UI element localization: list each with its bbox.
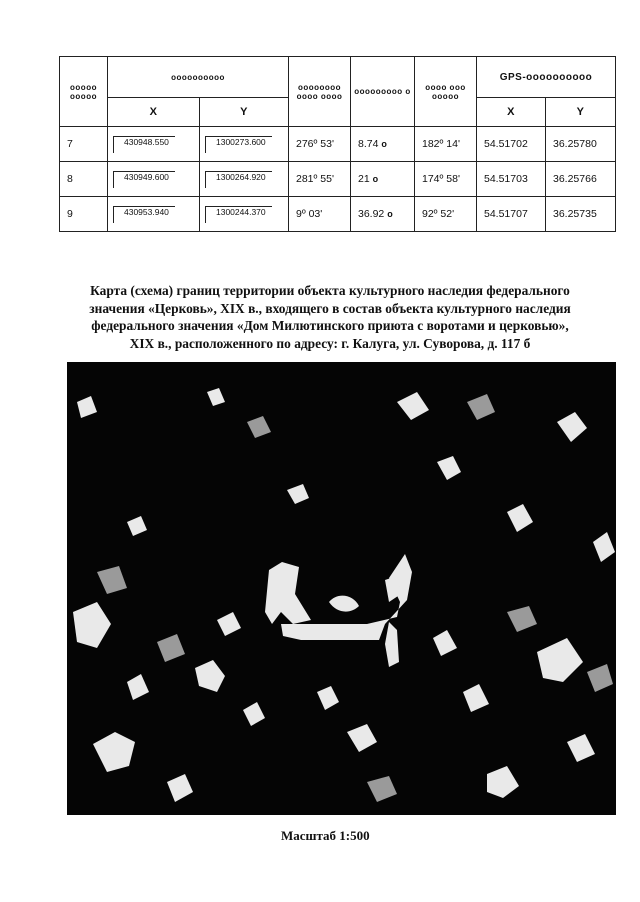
cell-y-value: 1300264.920 xyxy=(205,171,272,188)
cell-azimuth: 92º 52' xyxy=(415,197,477,232)
cell-gps-x: 54.51707 xyxy=(477,197,546,232)
cell-x-value: 430953.940 xyxy=(113,206,175,223)
cell-azimuth: 182º 14' xyxy=(415,127,477,162)
cell-x xyxy=(108,197,200,232)
table-row xyxy=(60,127,616,162)
cell-x-value: 430949.600 xyxy=(113,171,175,188)
title-line: Карта (схема) границ территории объекта культурного наследия федерального xyxy=(90,283,570,298)
cell-gps-y: 36.25780 xyxy=(546,127,616,162)
table-row xyxy=(60,162,616,197)
cell-y xyxy=(200,197,289,232)
header-gps-x: X xyxy=(477,98,546,127)
table-row xyxy=(60,197,616,232)
cell-gps-x: 54.51702 xyxy=(477,127,546,162)
cell-y xyxy=(200,127,289,162)
cell-length xyxy=(351,162,415,197)
map-title xyxy=(60,282,600,352)
length-unit: о xyxy=(372,174,379,184)
coordinates-table xyxy=(59,56,616,232)
cell-y xyxy=(200,162,289,197)
length-unit: о xyxy=(381,139,387,149)
aerial-photo xyxy=(67,362,616,815)
header-azimuth: оооо ооо ооооо xyxy=(415,57,477,127)
cell-gps-x: 54.51703 xyxy=(477,162,546,197)
length-value: 36.92 xyxy=(358,208,385,220)
header-coordinates: оооооооооо xyxy=(108,57,289,98)
cell-length xyxy=(351,127,415,162)
cell-point: 7 xyxy=(60,127,108,162)
cell-gps-y: 36.25766 xyxy=(546,162,616,197)
header-point-number: ооооо ооооо xyxy=(60,57,108,127)
cell-point: 8 xyxy=(60,162,108,197)
cell-y-value: 1300273.600 xyxy=(205,136,272,153)
cell-gps-y: 36.25735 xyxy=(546,197,616,232)
cell-angle: 281º 55' xyxy=(289,162,351,197)
cell-x xyxy=(108,127,200,162)
cell-angle: 276º 53' xyxy=(289,127,351,162)
header-gps: GPS-оооооооооо xyxy=(477,57,616,98)
length-value: 21 xyxy=(358,173,370,185)
header-y: Y xyxy=(200,98,289,127)
map-scale: Масштаб 1:500 xyxy=(281,828,370,843)
cell-x-value: 430948.550 xyxy=(113,136,175,153)
header-gps-y: Y xyxy=(546,98,616,127)
length-unit: о xyxy=(387,209,393,219)
cell-y-value: 1300244.370 xyxy=(205,206,272,223)
length-value: 8.74 xyxy=(358,138,379,150)
title-line: XIX в., расположенного по адресу: г. Калуга, ул. Суворова, д. 117 б xyxy=(129,335,531,351)
header-length: ооооооооо о xyxy=(351,57,415,127)
cell-length xyxy=(351,197,415,232)
cell-angle: 9º 03' xyxy=(289,197,351,232)
cell-azimuth: 174º 58' xyxy=(415,162,477,197)
cell-x xyxy=(108,162,200,197)
aerial-map-image xyxy=(67,362,616,815)
cell-point: 9 xyxy=(60,197,108,232)
header-angle: оооооооо оооо оооо xyxy=(289,57,351,127)
title-line: значения «Церковь», XIX в., входящего в состав объекта культурного наследия xyxy=(89,300,571,316)
header-x: X xyxy=(108,98,200,127)
title-line: федерального значения «Дом Милютинского приюта с воротами и церковью», xyxy=(91,318,569,333)
